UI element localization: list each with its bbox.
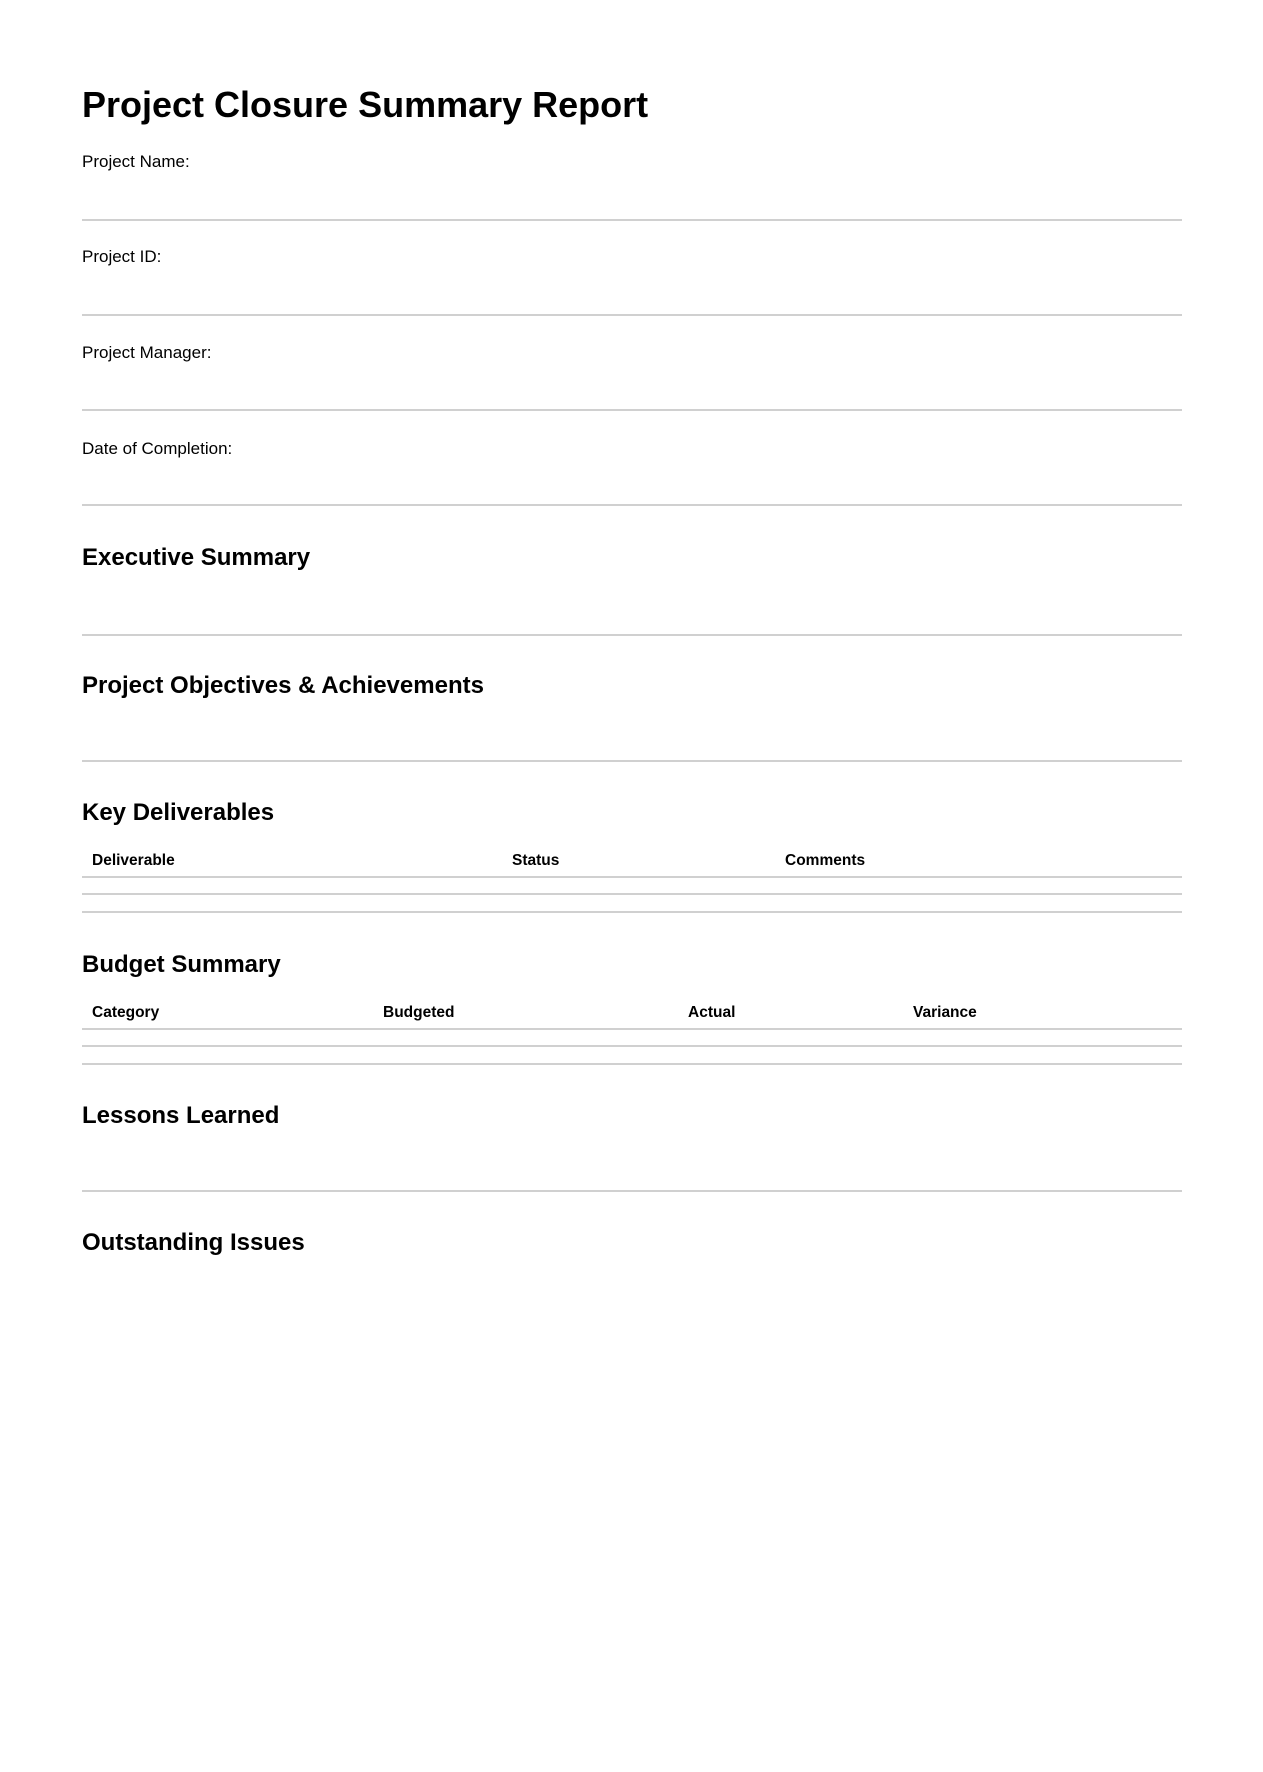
deliverables-table bbox=[82, 845, 1182, 895]
budget-table bbox=[82, 997, 1182, 1047]
table-cell[interactable] bbox=[502, 877, 775, 894]
table-header-row bbox=[82, 997, 1182, 1029]
field-label-project-id: Project ID: bbox=[82, 247, 162, 266]
table-cell[interactable] bbox=[775, 877, 1182, 894]
column-header-comments: Comments bbox=[775, 845, 1182, 877]
field-label-project-name: Project Name: bbox=[82, 152, 190, 171]
section-budget-summary bbox=[82, 913, 1182, 1065]
section-key-deliverables bbox=[82, 762, 1182, 913]
column-header-budgeted: Budgeted bbox=[373, 997, 678, 1029]
column-header-actual: Actual bbox=[678, 997, 903, 1029]
field-project-name[interactable] bbox=[82, 126, 1182, 221]
field-project-id[interactable] bbox=[82, 221, 1182, 316]
section-lessons-learned bbox=[82, 1065, 1182, 1192]
field-date-of-completion[interactable] bbox=[82, 411, 1182, 506]
table-cell[interactable] bbox=[82, 877, 502, 894]
section-outstanding-issues bbox=[82, 1192, 1182, 1312]
table-cell[interactable] bbox=[678, 1029, 903, 1046]
table-cell[interactable] bbox=[82, 1029, 373, 1046]
column-header-variance: Variance bbox=[903, 997, 1182, 1029]
page-title: Project Closure Summary Report bbox=[82, 84, 649, 125]
section-heading-objectives: Project Objectives & Achievements bbox=[82, 672, 484, 699]
section-objectives bbox=[82, 636, 1182, 762]
column-header-deliverable: Deliverable bbox=[82, 845, 502, 877]
section-heading-lessons-learned: Lessons Learned bbox=[82, 1102, 280, 1129]
section-heading-outstanding-issues: Outstanding Issues bbox=[82, 1229, 305, 1256]
section-executive-summary bbox=[82, 508, 1182, 636]
field-project-manager[interactable] bbox=[82, 316, 1182, 411]
table-row bbox=[82, 1029, 1182, 1046]
section-heading-budget-summary: Budget Summary bbox=[82, 951, 281, 978]
table-cell[interactable] bbox=[373, 1029, 678, 1046]
column-header-category: Category bbox=[82, 997, 373, 1029]
table-row bbox=[82, 877, 1182, 894]
section-heading-key-deliverables: Key Deliverables bbox=[82, 799, 275, 826]
column-header-status: Status bbox=[502, 845, 775, 877]
section-heading-executive-summary: Executive Summary bbox=[82, 544, 311, 571]
table-header-row bbox=[82, 845, 1182, 877]
field-label-date-of-completion: Date of Completion: bbox=[82, 439, 233, 458]
field-label-project-manager: Project Manager: bbox=[82, 343, 212, 362]
table-cell[interactable] bbox=[903, 1029, 1182, 1046]
